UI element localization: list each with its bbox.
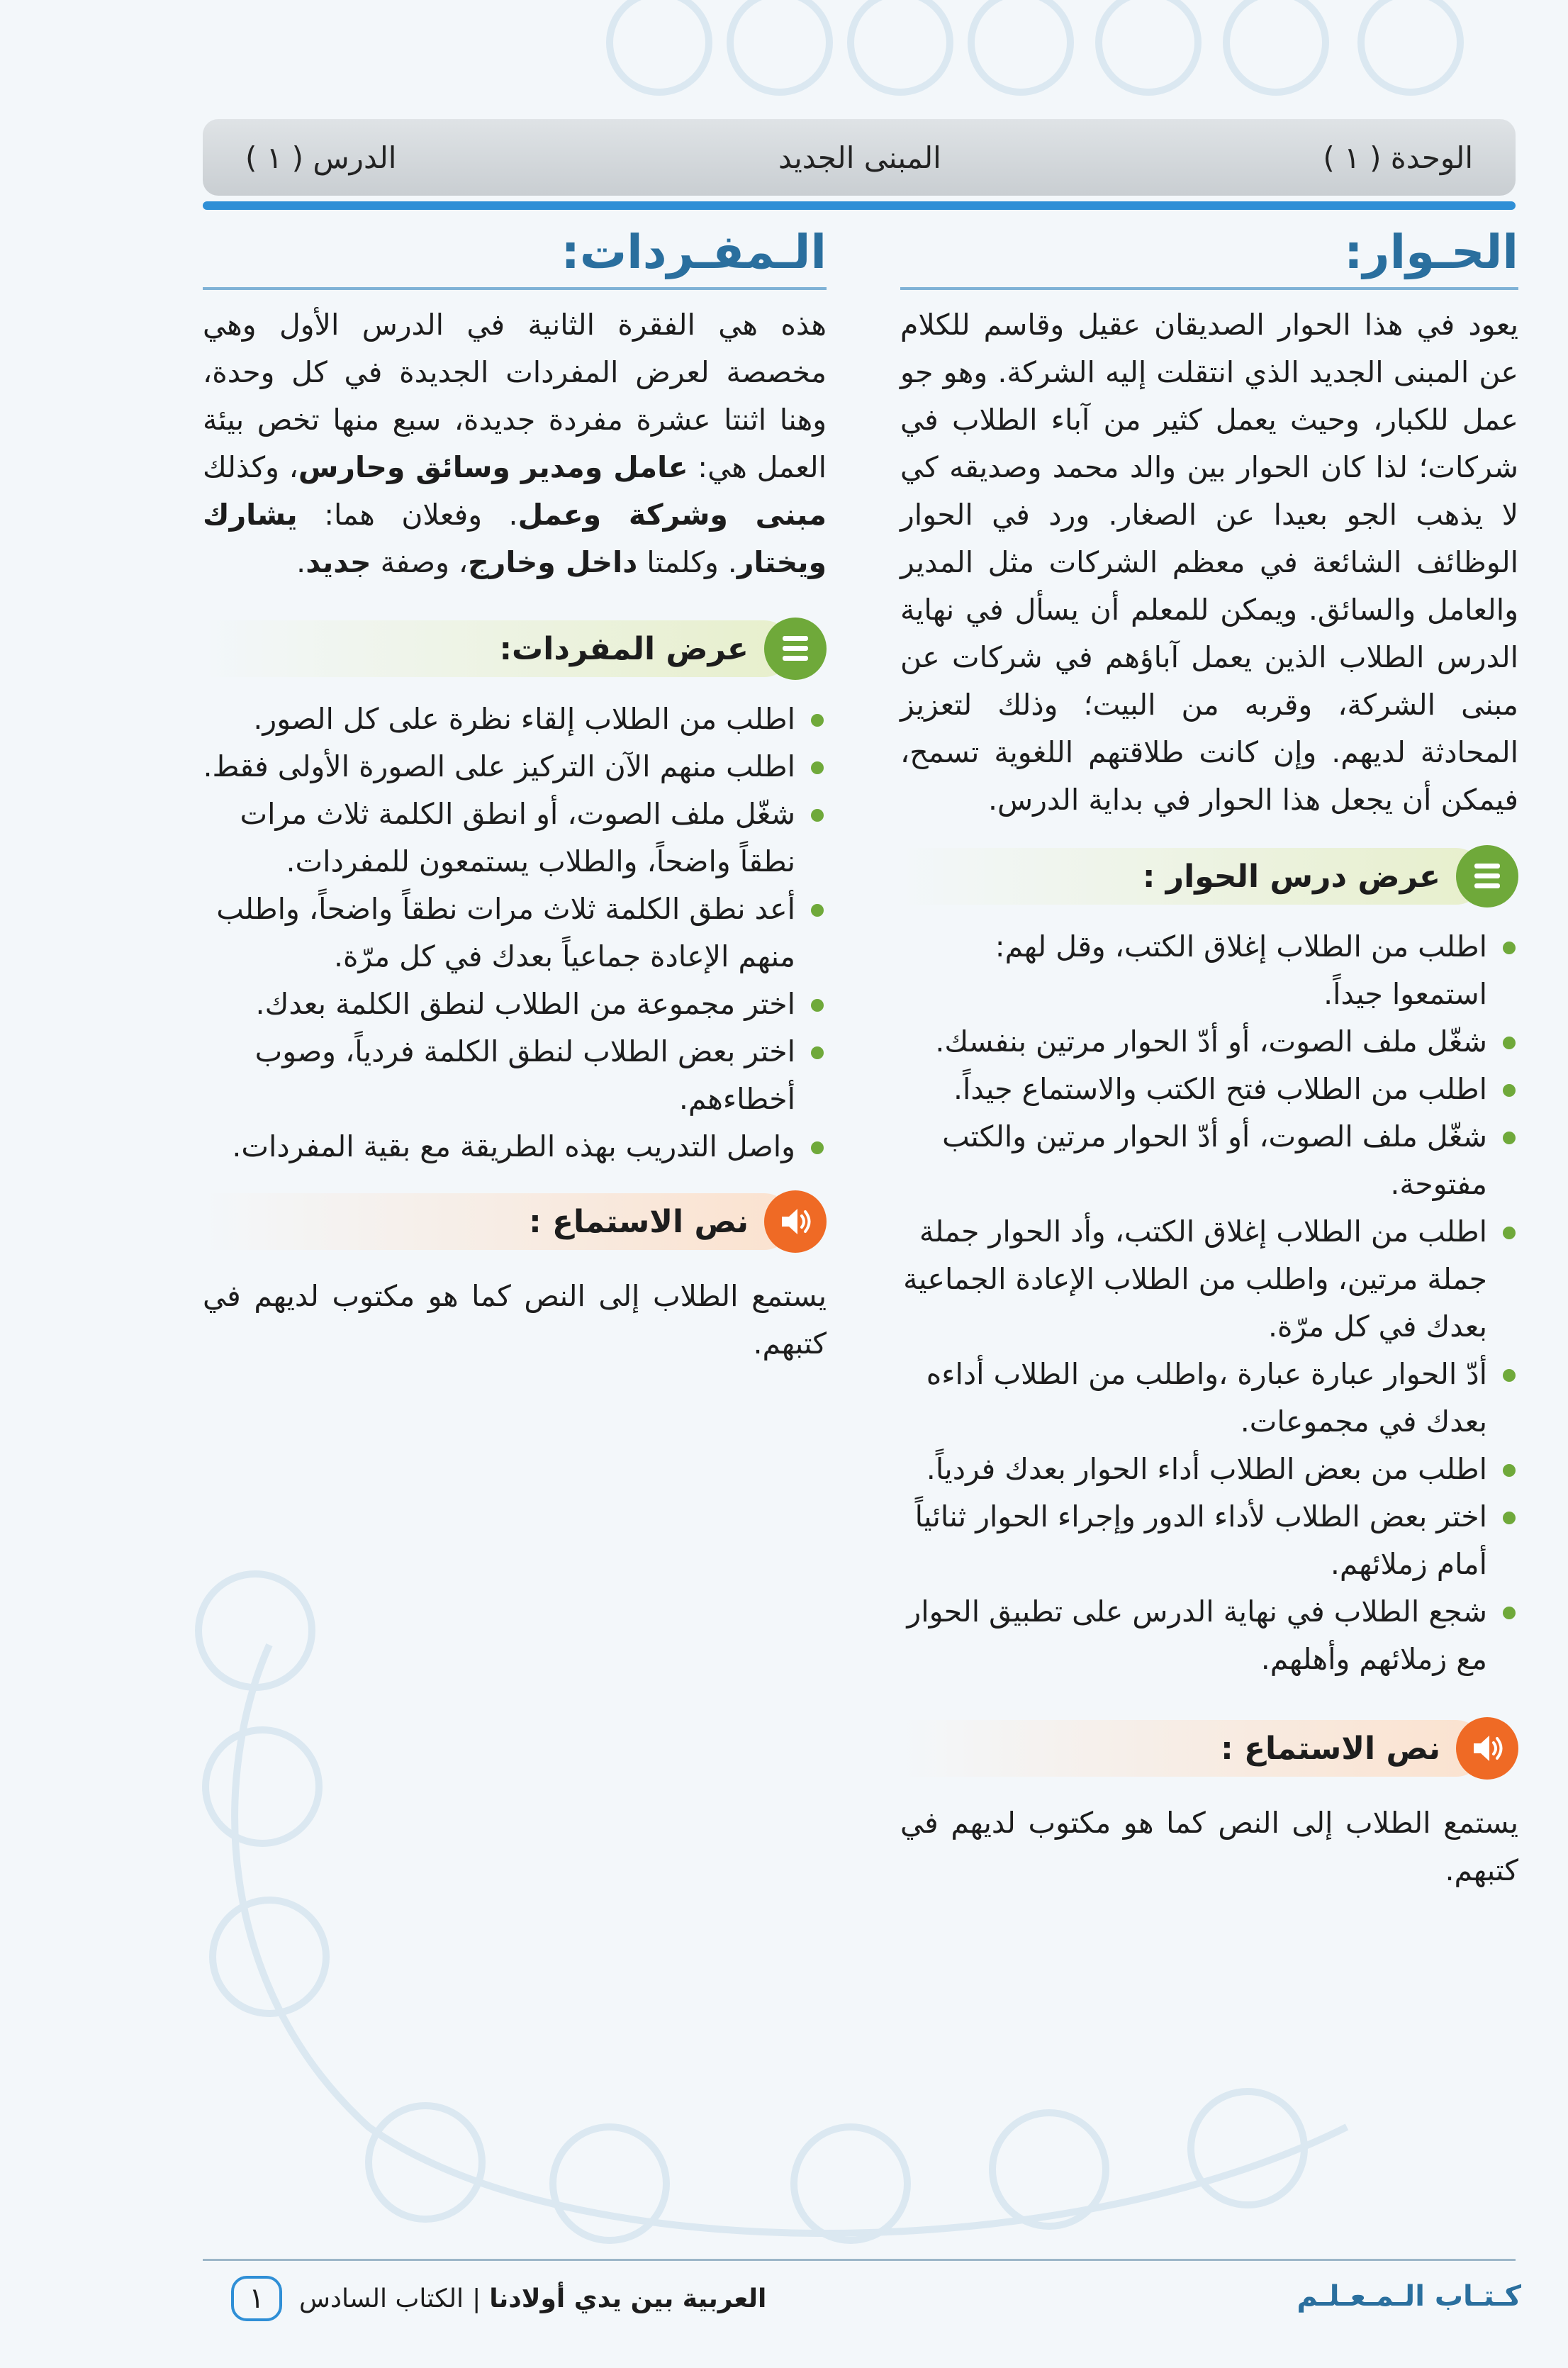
dialogue-steps bbox=[900, 923, 1518, 1683]
book-level: الكتاب السادس bbox=[299, 2284, 464, 2313]
vocabulary-listening-heading bbox=[203, 1185, 827, 1258]
dialogue-listening-label: نص الاستماع : bbox=[900, 1720, 1484, 1777]
header-divider bbox=[203, 201, 1516, 210]
vocabulary-present-label: عرض المفردات: bbox=[203, 620, 793, 677]
unit-label: الوحدة ( ١ ) bbox=[1323, 140, 1473, 175]
lesson-label: الدرس ( ١ ) bbox=[245, 140, 397, 175]
vocabulary-title: الـمفـردات: bbox=[203, 224, 827, 290]
list-item: أدّ الحوار عبارة عبارة ،واطلب من الطلاب أداءه بعدك في مجموعات. bbox=[900, 1351, 1518, 1446]
list-item: اطلب من الطلاب إغلاق الكتب، وقل لهم: استمعوا جيداً. bbox=[900, 923, 1518, 1018]
dialogue-present-label: عرض درس الحوار : bbox=[900, 848, 1484, 905]
vocabulary-section bbox=[203, 224, 827, 1368]
list-item: شغّل ملف الصوت، أو أدّ الحوار مرتين والكتب مفتوحة. bbox=[900, 1113, 1518, 1208]
list-item: اختر مجموعة من الطلاب لنطق الكلمة بعدك. bbox=[203, 981, 827, 1028]
speaker-icon bbox=[1456, 1717, 1518, 1780]
vocabulary-steps bbox=[203, 696, 827, 1171]
vocabulary-present-heading bbox=[203, 612, 827, 686]
vocabulary-listening-text: يستمع الطلاب إلى النص كما هو مكتوب لديهم في كتبهم. bbox=[203, 1279, 827, 1361]
list-icon bbox=[1456, 845, 1518, 907]
list-item: اختر بعض الطلاب لأداء الدور وإجراء الحوار ثنائياً أمام زملائهم. bbox=[900, 1493, 1518, 1588]
list-item: أعد نطق الكلمة ثلاث مرات نطقاً واضحاً، واطلب منهم الإعادة جماعياً بعدك في كل مرّة. bbox=[203, 886, 827, 981]
list-item: اطلب من الطلاب فتح الكتب والاستماع جيداً. bbox=[900, 1066, 1518, 1113]
dialogue-listening-text: يستمع الطلاب إلى النص كما هو مكتوب لديهم في كتبهم. bbox=[900, 1806, 1518, 1888]
footer-book-info bbox=[210, 2276, 766, 2321]
page-title: المبنى الجديد bbox=[778, 140, 941, 175]
speaker-icon bbox=[764, 1190, 827, 1253]
list-icon bbox=[764, 618, 827, 680]
dialogue-section bbox=[900, 224, 1518, 1894]
dialogue-listening-heading bbox=[900, 1711, 1518, 1785]
list-item: اطلب من الطلاب إلقاء نظرة على كل الصور. bbox=[203, 696, 827, 743]
dialogue-present-heading bbox=[900, 839, 1518, 913]
book-title: العربية بين يدي أولادنا bbox=[489, 2284, 767, 2313]
list-item: شغّل ملف الصوت، أو أدّ الحوار مرتين بنفسك. bbox=[900, 1018, 1518, 1066]
footer-divider bbox=[203, 2259, 1516, 2261]
vocabulary-intro: هذه هي الفقرة الثانية في الدرس الأول وهي مخصصة لعرض المفردات الجديدة في كل وحدة، وهنا اثنتا عشرة مفردة جديدة، سبع منها تخص بيئة العمل هي: عامل ومدير وسائق وحارس، وكذلك مبنى وشركة وعمل. وفعلان هما: يشارك ويختار. وكلمتا داخل وخارج، وصفة جديد. bbox=[203, 308, 827, 580]
list-item: اختر بعض الطلاب لنطق الكلمة فردياً، وصوب أخطاءهم. bbox=[203, 1028, 827, 1123]
dialogue-intro: يعود في هذا الحوار الصديقان عقيل وقاسم للكلام عن المبنى الجديد الذي انتقلت إليه الشركة. وهو جو عمل للكبار، وحيث يعمل كثير من آباء الطلاب في شركات؛ لذا كان الحوار بين والد محمد وصديقه كي لا يذهب الجو بعيدا عن الصغار. ورد في الحوار الوظائف الشائعة في معظم الشركات مثل المدير والعامل والسائق. ويمكن للمعلم أن يسأل في نهاية الدرس الطلاب الذين يعمل آباؤهم في شركات عن مبنى الشركة، وقربه من البيت؛ وذلك لتعزيز المحادثة لديهم. وإن كانت طلاقتهم اللغوية تسمح، فيمكن أن يجعل هذا الحوار في بداية الدرس. bbox=[900, 308, 1518, 817]
vocabulary-listening-label: نص الاستماع : bbox=[203, 1193, 793, 1250]
list-item: واصل التدريب بهذه الطريقة مع بقية المفردات. bbox=[203, 1123, 827, 1171]
teacher-book-label: كـتـاب الـمـعـلـم bbox=[1297, 2280, 1521, 2313]
list-item: اطلب منهم الآن التركيز على الصورة الأولى فقط. bbox=[203, 743, 827, 791]
dialogue-title: الحـوار: bbox=[900, 224, 1518, 290]
list-item: اطلب من الطلاب إغلاق الكتب، وأد الحوار جملة جملة مرتين، واطلب من الطلاب الإعادة الجماعية بعدك في كل مرّة. bbox=[900, 1208, 1518, 1351]
page-number: ١ bbox=[231, 2276, 282, 2321]
list-item: اطلب من بعض الطلاب أداء الحوار بعدك فردياً. bbox=[900, 1446, 1518, 1493]
footer-separator: | bbox=[472, 2284, 481, 2313]
list-item: شغّل ملف الصوت، أو انطق الكلمة ثلاث مرات نطقاً واضحاً، والطلاب يستمعون للمفردات. bbox=[203, 791, 827, 886]
list-item: شجع الطلاب في نهاية الدرس على تطبيق الحوار مع زملائهم وأهلهم. bbox=[900, 1588, 1518, 1683]
page-header bbox=[203, 119, 1516, 196]
